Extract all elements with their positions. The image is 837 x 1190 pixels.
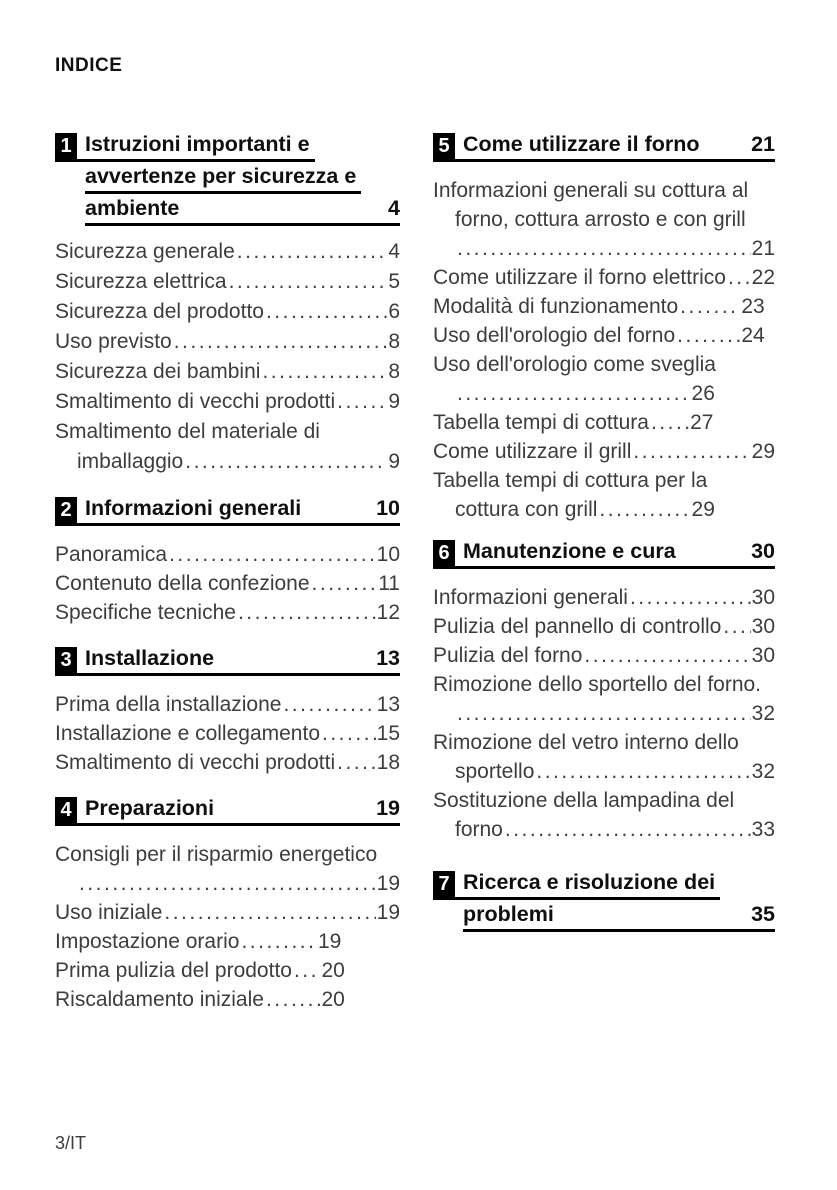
entry-leader-line [55,540,400,569]
toc-section [55,797,400,1014]
entry-leader-line [55,956,345,985]
entry-label: Impostazione orario [55,930,240,953]
entry-leader-line [433,699,775,728]
section-header-line [55,647,400,676]
toc-entry [55,417,400,477]
entry-text-line: Consigli per il risparmio energetico [55,843,378,866]
toc-entry [55,840,400,898]
dot-leader [310,569,378,598]
entry-page-number: 11 [378,572,400,595]
toc-entry [433,466,775,524]
toc-section [433,871,775,932]
entry-page-number: 26 [691,382,715,405]
entry-page-number: 10 [376,543,400,566]
section-header [433,540,775,569]
entry-label: Uso previsto [55,330,172,353]
entry-page-number: 30 [751,615,775,638]
dot-leader [628,583,751,612]
section-header-line [85,165,361,194]
entry-leader-line [55,598,400,627]
entry-leader-line [55,387,400,417]
toc-entry [433,612,775,641]
entry-label: Riscaldamento iniziale [55,988,264,1011]
dot-leader [239,927,317,956]
dot-leader [455,699,751,728]
dot-leader [77,869,376,898]
entry-label: Specifiche tecniche [55,601,236,624]
entry-leader-line [433,437,775,466]
section-page-number: 13 [376,646,400,670]
section-number-badge: 3 [55,647,77,673]
entry-label: Come utilizzare il grill [433,440,632,463]
entry-page-number: 9 [388,450,400,473]
entry-label: Pulizia del forno [433,644,583,667]
entry-leader-line [55,237,400,267]
entry-leader-line [433,583,775,612]
entry-page-number: 29 [751,440,775,463]
dot-leader [455,234,751,263]
section-title: ambiente [85,196,180,220]
entry-page-number: 30 [751,644,775,667]
page-footer: 3/IT [55,1133,87,1153]
section-header [55,133,400,226]
section-header-line [55,797,400,826]
entry-leader-line [55,297,400,327]
entry-leader-line [55,327,400,357]
dot-leader [649,408,689,437]
entry-page-number: 20 [321,959,345,982]
entry-leader-line [433,612,775,641]
toc-entry [433,728,775,786]
entry-page-number: 8 [388,360,400,383]
entry-label: Uso iniziale [55,901,163,924]
dot-leader [292,956,320,985]
toc-entry [55,540,400,569]
toc-entry [55,927,400,956]
entry-leader-line [433,495,715,524]
entry-page-number: 9 [388,390,400,413]
dot-leader [172,327,388,357]
dot-leader [183,447,387,477]
section-number-badge: 7 [433,871,455,897]
section-page-number: 10 [376,496,400,520]
toc-column-right [433,130,775,946]
section-page-number: 21 [751,132,775,156]
toc-entry [55,297,400,327]
dot-leader [726,263,751,292]
entry-text-line: Rimozione dello sportello del forno. [433,673,762,696]
section-header [55,647,400,676]
toc-section [433,540,775,844]
entry-page-number: 12 [376,601,400,624]
section-number-badge: 4 [55,797,77,823]
entry-page-number: 20 [321,988,345,1011]
toc-entry [433,292,775,321]
entry-label: imballaggio [77,450,184,473]
dot-leader [167,540,376,569]
entry-label: Contenuto della confezione [55,572,310,595]
dot-leader [264,985,321,1014]
dot-leader [281,690,375,719]
section-header [433,871,775,932]
toc-entry [433,263,775,292]
entry-text-line: Informazioni generali su cottura al [433,179,749,202]
dot-leader [675,321,740,350]
entry-label: cottura con grill [455,498,598,521]
toc-entry [433,437,775,466]
dot-leader [582,641,750,670]
section-header-line [55,133,315,162]
entry-leader-line [433,641,775,670]
dot-leader [597,495,690,524]
section-number-badge: 6 [433,540,455,566]
section-header [433,133,775,162]
entry-leader-line [55,569,400,598]
toc-entry [55,357,400,387]
toc-entry [55,898,400,927]
entry-page-number: 32 [751,760,775,783]
entry-leader-line [433,757,775,786]
toc-section [55,497,400,627]
entry-page-number: 22 [751,266,775,289]
section-header-line [85,197,400,226]
entry-page-number: 18 [376,751,400,774]
dot-leader [260,357,387,387]
dot-leader [503,815,751,844]
dot-leader [264,297,387,327]
entry-leader-line [55,985,345,1014]
section-number-badge: 2 [55,497,77,523]
section-title: Ricerca e risoluzione dei [463,870,716,894]
entry-leader-line [55,748,400,777]
toc-entry [55,719,400,748]
page-title: INDICE [55,55,123,76]
toc-entry [55,569,400,598]
dot-leader [235,237,388,267]
entry-page-number: 6 [388,300,400,323]
entry-leader-line [433,321,765,350]
entry-page-number: 23 [741,295,765,318]
entry-text-line: Uso dell'orologio come sveglia [433,353,716,376]
toc-entry [433,670,775,728]
section-title: avvertenze per sicurezza e [85,164,357,188]
section-header-line [433,871,720,900]
section-number-badge: 5 [433,133,455,159]
section-page-number: 35 [751,902,775,926]
entry-label: Modalità di funzionamento [433,295,679,318]
section-header [55,497,400,526]
dot-leader [162,898,375,927]
entry-page-number: 19 [376,901,400,924]
entry-leader-line [55,357,400,387]
entry-leader-line [433,408,713,437]
dot-leader [678,292,740,321]
section-title: Installazione [85,646,215,670]
section-header [55,797,400,826]
entry-label: Sicurezza dei bambini [55,360,261,383]
entry-page-number: 8 [388,330,400,353]
dot-leader [320,719,376,748]
dot-leader [455,379,691,408]
entry-leader-line [433,263,775,292]
entry-page-number: 30 [751,586,775,609]
section-title: Come utilizzare il forno [463,132,700,156]
dot-leader [721,612,750,641]
toc-entry [55,267,400,297]
section-number-badge: 1 [55,133,77,159]
entry-label: Come utilizzare il forno elettrico [433,266,726,289]
entry-leader-line [433,379,715,408]
section-title: Informazioni generali [85,496,302,520]
entry-page-number: 32 [751,702,775,725]
entry-label: forno [455,818,503,841]
section-page-number: 30 [751,539,775,563]
entry-text-line: Tabella tempi di cottura per la [433,469,708,492]
toc-entry [433,408,775,437]
entry-page-number: 13 [376,693,400,716]
section-header-line [433,133,775,162]
dot-leader [534,757,750,786]
toc-entry [55,748,400,777]
entry-page-number: 19 [376,872,400,895]
entry-label: Sicurezza generale [55,240,235,263]
entry-label: Smaltimento di vecchi prodotti [55,390,336,413]
toc-entry [55,690,400,719]
entry-page-number: 29 [691,498,715,521]
toc-entry [433,641,775,670]
toc-entry [433,786,775,844]
section-header-line [433,540,775,569]
entry-leader-line [433,292,765,321]
entry-label: Prima della installazione [55,693,282,716]
section-title: Istruzioni importanti e [85,132,310,156]
toc-entry [433,321,775,350]
entry-page-number: 27 [690,411,714,434]
section-header-line [55,497,400,526]
entry-label: Uso dell'orologio del forno [433,324,676,347]
dot-leader [236,598,376,627]
toc-entry [433,176,775,263]
dot-leader [335,748,376,777]
entry-label: Installazione e collegamento [55,722,321,745]
dot-leader [631,437,750,466]
section-title: problemi [463,902,554,926]
entry-leader-line [55,898,400,927]
toc-entry [55,327,400,357]
entry-leader-line [55,927,341,956]
entry-text-line: Sostituzione della lampadina del [433,789,735,812]
entry-label: Panoramica [55,543,168,566]
entry-page-number: 24 [741,324,765,347]
entry-page-number: 21 [751,237,775,260]
entry-leader-line [55,869,400,898]
toc-entry [55,237,400,267]
toc-section [55,133,400,477]
entry-label: sportello [455,760,535,783]
toc-entry [55,985,400,1014]
entry-leader-line [433,815,775,844]
toc-entry [433,350,775,408]
entry-leader-line [55,690,400,719]
toc-entry [55,956,400,985]
section-title: Preparazioni [85,796,215,820]
toc-section [55,647,400,777]
entry-label: Informazioni generali [433,586,628,609]
toc-section [433,133,775,524]
toc-entry [55,598,400,627]
section-page-number: 4 [388,196,400,220]
toc-entry [433,583,775,612]
dot-leader [335,387,387,417]
entry-page-number: 19 [317,930,342,953]
entry-leader-line [55,267,400,297]
entry-text-line: Rimozione del vetro interno dello [433,731,739,754]
section-page-number: 19 [376,796,400,820]
toc-entry [55,387,400,417]
entry-label: Sicurezza elettrica [55,270,227,293]
entry-leader-line [55,447,400,477]
entry-label: Pulizia del pannello di controllo [433,615,722,638]
entry-text-line: Smaltimento del materiale di [55,420,320,443]
entry-page-number: 33 [751,818,775,841]
entry-label: Prima pulizia del prodotto [55,959,292,982]
entry-label: Smaltimento di vecchi prodotti [55,751,336,774]
entry-page-number: 5 [388,270,400,293]
entry-leader-line [433,234,775,263]
section-header-line [463,903,775,932]
entry-label: Sicurezza del prodotto [55,300,264,323]
entry-page-number: 4 [388,240,400,263]
section-title: Manutenzione e cura [463,539,676,563]
entry-page-number: 15 [376,722,400,745]
entry-text-line: forno, cottura arrosto e con grill [455,208,746,231]
toc-column-left [55,130,400,1014]
dot-leader [227,267,388,297]
entry-leader-line [55,719,400,748]
entry-label: Tabella tempi di cottura [433,411,649,434]
